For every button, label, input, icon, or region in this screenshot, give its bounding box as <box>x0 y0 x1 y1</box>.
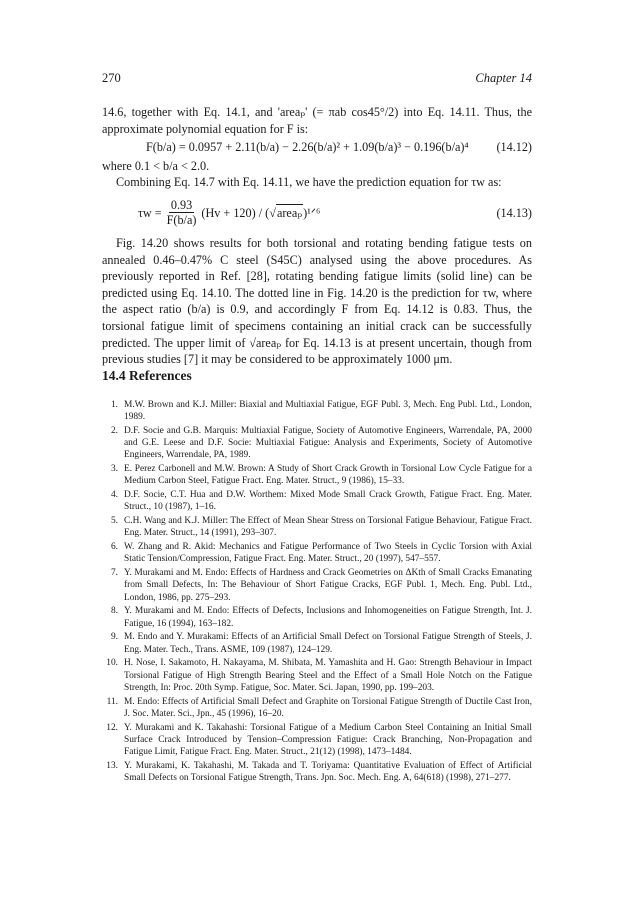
reference-number: 9. <box>110 632 118 643</box>
reference-item <box>102 657 532 694</box>
reference-list <box>102 399 532 786</box>
chapter-title: Chapter 14 <box>475 71 532 85</box>
sqrt-symbol: √ <box>269 205 276 220</box>
reference-text: M. Endo and Y. Murakami: Effects of an Artificial Small Defect on Torsional Fatigue Strength of Steels, J. Eng. Mater. Tech., Trans. ASME, 109 (1987), 124–129. <box>124 632 532 655</box>
reference-text: D.F. Socie, C.T. Hua and D.W. Worthem: Mixed Mode Small Crack Growth, Fatigue Fract. Eng. Mater. Struct., 10 (1987), 1–16. <box>124 490 532 513</box>
reference-text: Y. Murakami and M. Endo: Effects of Hardness and Crack Geometries on ΔKth of Small Cracks Emanating from Small Defects, In: The Behaviour of Short Fatigue Cracks, EGF Publ. 1, Mech. Eng. Publ. Ltd., London, 1986, pp. 275–293. <box>124 568 532 603</box>
reference-number: 12. <box>106 722 118 733</box>
reference-item <box>102 515 532 539</box>
fraction-numerator: 0.93 <box>170 197 193 212</box>
equation-14-13-body <box>102 198 480 228</box>
reference-text: M.W. Brown and K.J. Miller: Biaxial and Multiaxial Fatigue, EGF Publ. 3, Mech. Eng Publ. Ltd., London, 1989. <box>124 400 532 423</box>
reference-number: 3. <box>110 464 118 475</box>
reference-item <box>102 605 532 629</box>
equation-14-13-lhs: τw = <box>138 205 162 220</box>
reference-item <box>102 722 532 759</box>
reference-number: 7. <box>110 568 118 579</box>
reference-text: W. Zhang and R. Akid: Mechanics and Fatigue Performance of Two Steels in Cyclic Torsion with Axial Static Tension/Compression, Fatigue Fract. Eng. Mater. Struct., 20 (1997), 547–557. <box>124 542 532 565</box>
combining-line: Combining Eq. 14.7 with Eq. 14.11, we have the prediction equation for τw as: <box>116 175 502 190</box>
reference-item <box>102 399 532 423</box>
reference-item <box>102 567 532 604</box>
reference-number: 10. <box>106 658 118 669</box>
body-text <box>102 104 532 368</box>
reference-item <box>102 760 532 784</box>
equation-14-13 <box>102 193 532 233</box>
reference-text: Y. Murakami, K. Takahashi, M. Takada and T. Toriyama: Quantitative Evaluation of Effect of Artificial Small Defects on Torsional Fatigue Strength, Trans. Jpn. Soc. Mech. Eng. A, 64(618) (1998), 271–277. <box>124 760 532 784</box>
equation-14-12-body: F(b/a) = 0.0957 + 2.11(b/a) − 2.26(b/a)² + 1.09(b/a)³ − 0.196(b/a)⁴ <box>146 140 469 155</box>
where-line: where 0.1 < b/a < 2.0. <box>102 158 210 173</box>
section-heading: 14.4 References <box>102 368 192 383</box>
reference-number: 2. <box>110 426 118 436</box>
reference-text: H. Nose, I. Sakamoto, H. Nakayama, M. Shibata, M. Yamashita and H. Gao: Strength Behaviour in Impact Torsional Fatigue of High Strength Bearing Steel and the Effect of a Small Hole Notch on the Fatigue Strength, In: Proc. 20th Symp. Fatigue, Soc. Mater. Sci. Japan, 1990, pp. 199–203. <box>124 658 532 693</box>
sqrt-area-term: areaₚ <box>276 206 303 221</box>
reference-number: 11. <box>106 696 118 707</box>
reference-item <box>102 696 532 720</box>
reference-item <box>102 541 532 565</box>
reference-item <box>102 631 532 655</box>
reference-number: 13. <box>106 760 118 771</box>
equation-14-12 <box>102 139 532 156</box>
reference-number: 5. <box>110 516 118 527</box>
reference-text: E. Perez Carbonell and M.W. Brown: A Study of Short Crack Growth in Torsional Low Cycle Fatigue for a Medium Carbon Steel, Fatigue Fract. Eng. Mater. Struct., 9 (1986), 15–33. <box>124 464 532 487</box>
results-paragraph: Fig. 14.20 shows results for both torsional and rotating bending fatigue tests on annealed 0.46–0.47% C steel (S45C) analysed using the above procedures. As previously reported in Ref. [28], rotating bending fatigue limits (solid line) can be predicted using Eq. 14.10. The dotted line in Fig. 14.20 is the prediction for τw, where the aspect ratio (b/a) is 0.9, and accordingly F from Eq. 14.12 is 0.83. Thus, the torsional fatigue limit of specimens containing an initial crack can be successfully predicted. The upper limit of √areaₚ for Eq. 14.13 is at present uncertain, though from previous studies [7] it may be considered to be approximately 1000 μm. <box>102 235 532 367</box>
equation-14-13-exponent: )¹ᐟ⁶ <box>303 205 321 220</box>
reference-text: Y. Murakami and M. Endo: Effects of Defects, Inclusions and Inhomogeneities on Fatigue Strength, Int. J. Fatigue, 16 (1994), 163–182. <box>124 606 532 629</box>
fraction-denominator: F(b/a) <box>166 212 197 227</box>
reference-number: 6. <box>110 542 118 553</box>
equation-14-12-number: (14.12) <box>496 140 532 155</box>
equation-14-13-hardness-term: (Hv + 120) / ( <box>201 205 270 220</box>
running-header <box>102 71 532 89</box>
reference-number: 1. <box>110 400 118 410</box>
equation-14-13-fraction <box>165 198 199 228</box>
reference-item <box>102 463 532 487</box>
equation-14-13-number: (14.13) <box>496 205 532 220</box>
reference-item <box>102 425 532 462</box>
page-number: 270 <box>102 71 121 85</box>
reference-text: C.H. Wang and K.J. Miller: The Effect of Mean Shear Stress on Torsional Fatigue Behaviour, Fatigue Fract. Eng. Mater. Struct., 14 (1991), 293–307. <box>124 516 532 539</box>
reference-text: Y. Murakami and K. Takahashi: Torsional Fatigue of a Medium Carbon Steel Containing an Initial Small Surface Crack Introduced by Tension–Compression Fatigue: Crack Branching, Non-Propagation and Fatigue Limit, Fatigue Fract. Eng. Mater. Struct., 21(12) (1998), 1473–1484. <box>124 722 532 758</box>
reference-number: 8. <box>110 606 118 617</box>
reference-text: D.F. Socie and G.B. Marquis: Multiaxial Fatigue, Society of Automotive Engineers, Warrendale, PA, 2000 and G.E. Leese and D.F. Socie: Multiaxial Fatigue: Analysis and Experiments, Society of Automotive Engineers, Warrendale, PA, 1989. <box>124 426 532 461</box>
intro-paragraph: 14.6, together with Eq. 14.1, and 'areaₚ' (= πab cos45°/2) into Eq. 14.11. Thus, the approximate polynomial equation for F is: <box>102 105 532 136</box>
reference-text: M. Endo: Effects of Artificial Small Defect and Graphite on Torsional Fatigue Strength of Ductile Cast Iron, J. Soc. Mater. Sci., Jpn., 45 (1996), 16–20. <box>124 696 532 719</box>
reference-number: 4. <box>110 490 118 501</box>
reference-item <box>102 489 532 513</box>
